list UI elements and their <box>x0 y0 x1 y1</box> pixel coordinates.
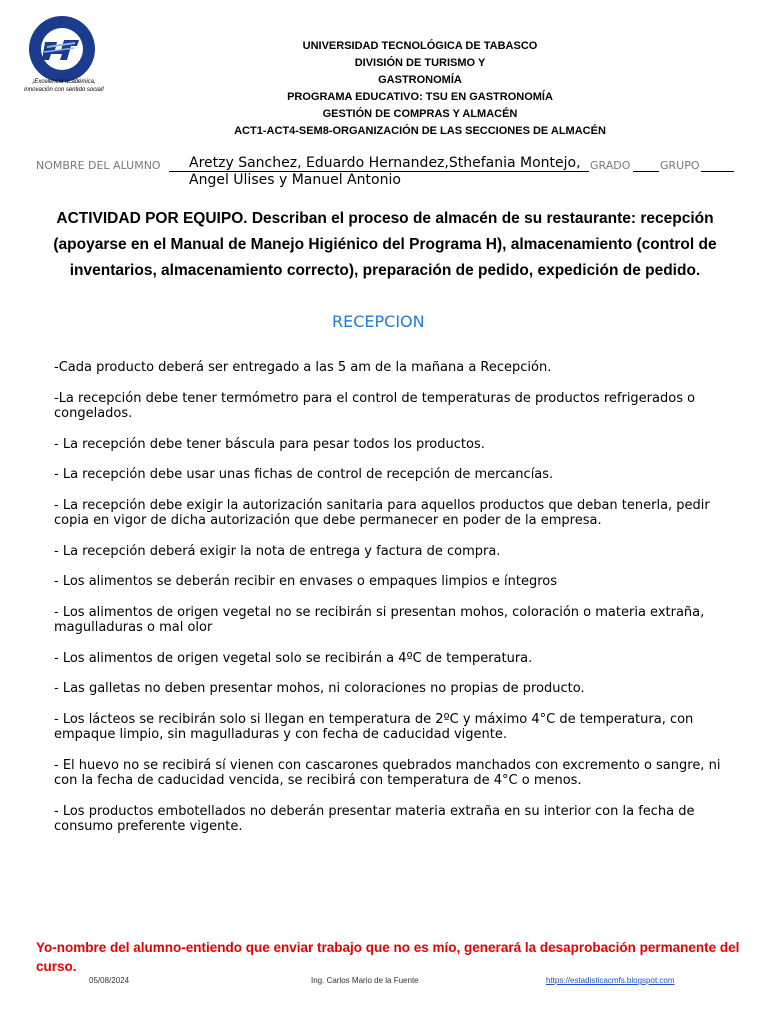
document-header <box>130 38 710 140</box>
list-item: - La recepción debe usar unas fichas de control de recepción de mercancías. <box>54 467 554 482</box>
section-title: RECEPCION <box>332 312 425 331</box>
header-line: ACT1-ACT4-SEM8-ORGANIZACIÓN DE LAS SECCIONES DE ALMACÉN <box>234 125 606 137</box>
ut-tabasco-logo-icon <box>27 14 97 84</box>
grade-label: GRADO <box>590 159 631 172</box>
list-item: - La recepción debe exigir la autorización sanitaria para aquellos productos que deban tenerla, pedir copia en vigor de dicha autorización que debe permanecer en poder de la empresa. <box>54 497 710 528</box>
header-line: PROGRAMA EDUCATIVO: TSU EN GASTRONOMÍA <box>287 91 553 103</box>
student-names: Aretzy Sanchez, Eduardo Hernandez,Sthefania Montejo, Angel Ulises y Manuel Antonio <box>189 155 581 188</box>
activity-description: ACTIVIDAD POR EQUIPO. Describan el proceso de almacén de su restaurante: recepción (apoyarse en el Manual de Manejo Higiénico del Programa H), almacenamiento (control de inventarios, almacenamiento correcto), preparación de pedido, expedición de pedido. <box>53 210 717 279</box>
group-underline <box>701 171 734 172</box>
header-line: UNIVERSIDAD TECNOLÓGICA DE TABASCO <box>302 40 538 52</box>
list-item: -Cada producto deberá ser entregado a las 5 am de la mañana a Recepción. <box>54 360 552 375</box>
student-name-label: NOMBRE DEL ALUMNO <box>36 159 161 172</box>
reception-rules-list <box>54 360 724 856</box>
list-item: - La recepción debe tener báscula para pesar todos los productos. <box>54 436 485 452</box>
logo-caption: ¡Excelencia académica, innovación con sentido social! <box>24 79 104 93</box>
group-label: GRUPO <box>660 159 700 172</box>
footer-author: Ing. Carlos Mario de la Fuente <box>311 976 419 985</box>
list-item: - Los alimentos de origen vegetal no se recibirán si presentan mohos, coloración o materia extraña, magulladuras o mal olor <box>54 604 705 635</box>
list-item: - Las galletas no deben presentar mohos, ni coloraciones no propias de producto. <box>54 681 585 696</box>
list-item: -La recepción debe tener termómetro para el control de temperaturas de productos refrigerados o congelados. <box>54 390 696 421</box>
footer-date: 05/08/2024 <box>89 976 130 985</box>
academic-integrity-warning: Yo-nombre del alumno-entiendo que enviar trabajo que no es mío, generará la desaprobación permanente del curso. <box>36 940 740 974</box>
header-line: DIVISIÓN DE TURISMO Y <box>354 57 486 69</box>
header-line: GASTRONOMÍA <box>378 74 462 86</box>
list-item: - La recepción deberá exigir la nota de entrega y factura de compra. <box>54 543 501 559</box>
list-item: - El huevo no se recibirá sí vienen con cascarones quebrados manchados con excremento o sangre, ni con la fecha de caducidad vencida, se recibirá con temperatura de 4°C o menos. <box>54 757 721 788</box>
footer-link[interactable]: https://estadisticacmfs.blogspot.com <box>546 976 675 985</box>
header-line: GESTIÓN DE COMPRAS Y ALMACÉN <box>322 108 518 120</box>
student-info-row <box>36 155 746 195</box>
list-item: - Los alimentos de origen vegetal solo se recibirán a 4ºC de temperatura. <box>54 650 533 666</box>
grade-underline <box>633 171 659 172</box>
list-item: - Los alimentos se deberán recibir en envases o empaques limpios e íntegros <box>54 574 558 589</box>
list-item: - Los productos embotellados no deberán presentar materia extraña en su interior con la fecha de consumo preferente vigente. <box>54 803 695 834</box>
list-item: - Los lácteos se recibirán solo si llegan en temperatura de 2ºC y máximo 4°C de temperatura, con empaque limpio, sin magulladuras y con fecha de caducidad vigente. <box>54 711 694 742</box>
